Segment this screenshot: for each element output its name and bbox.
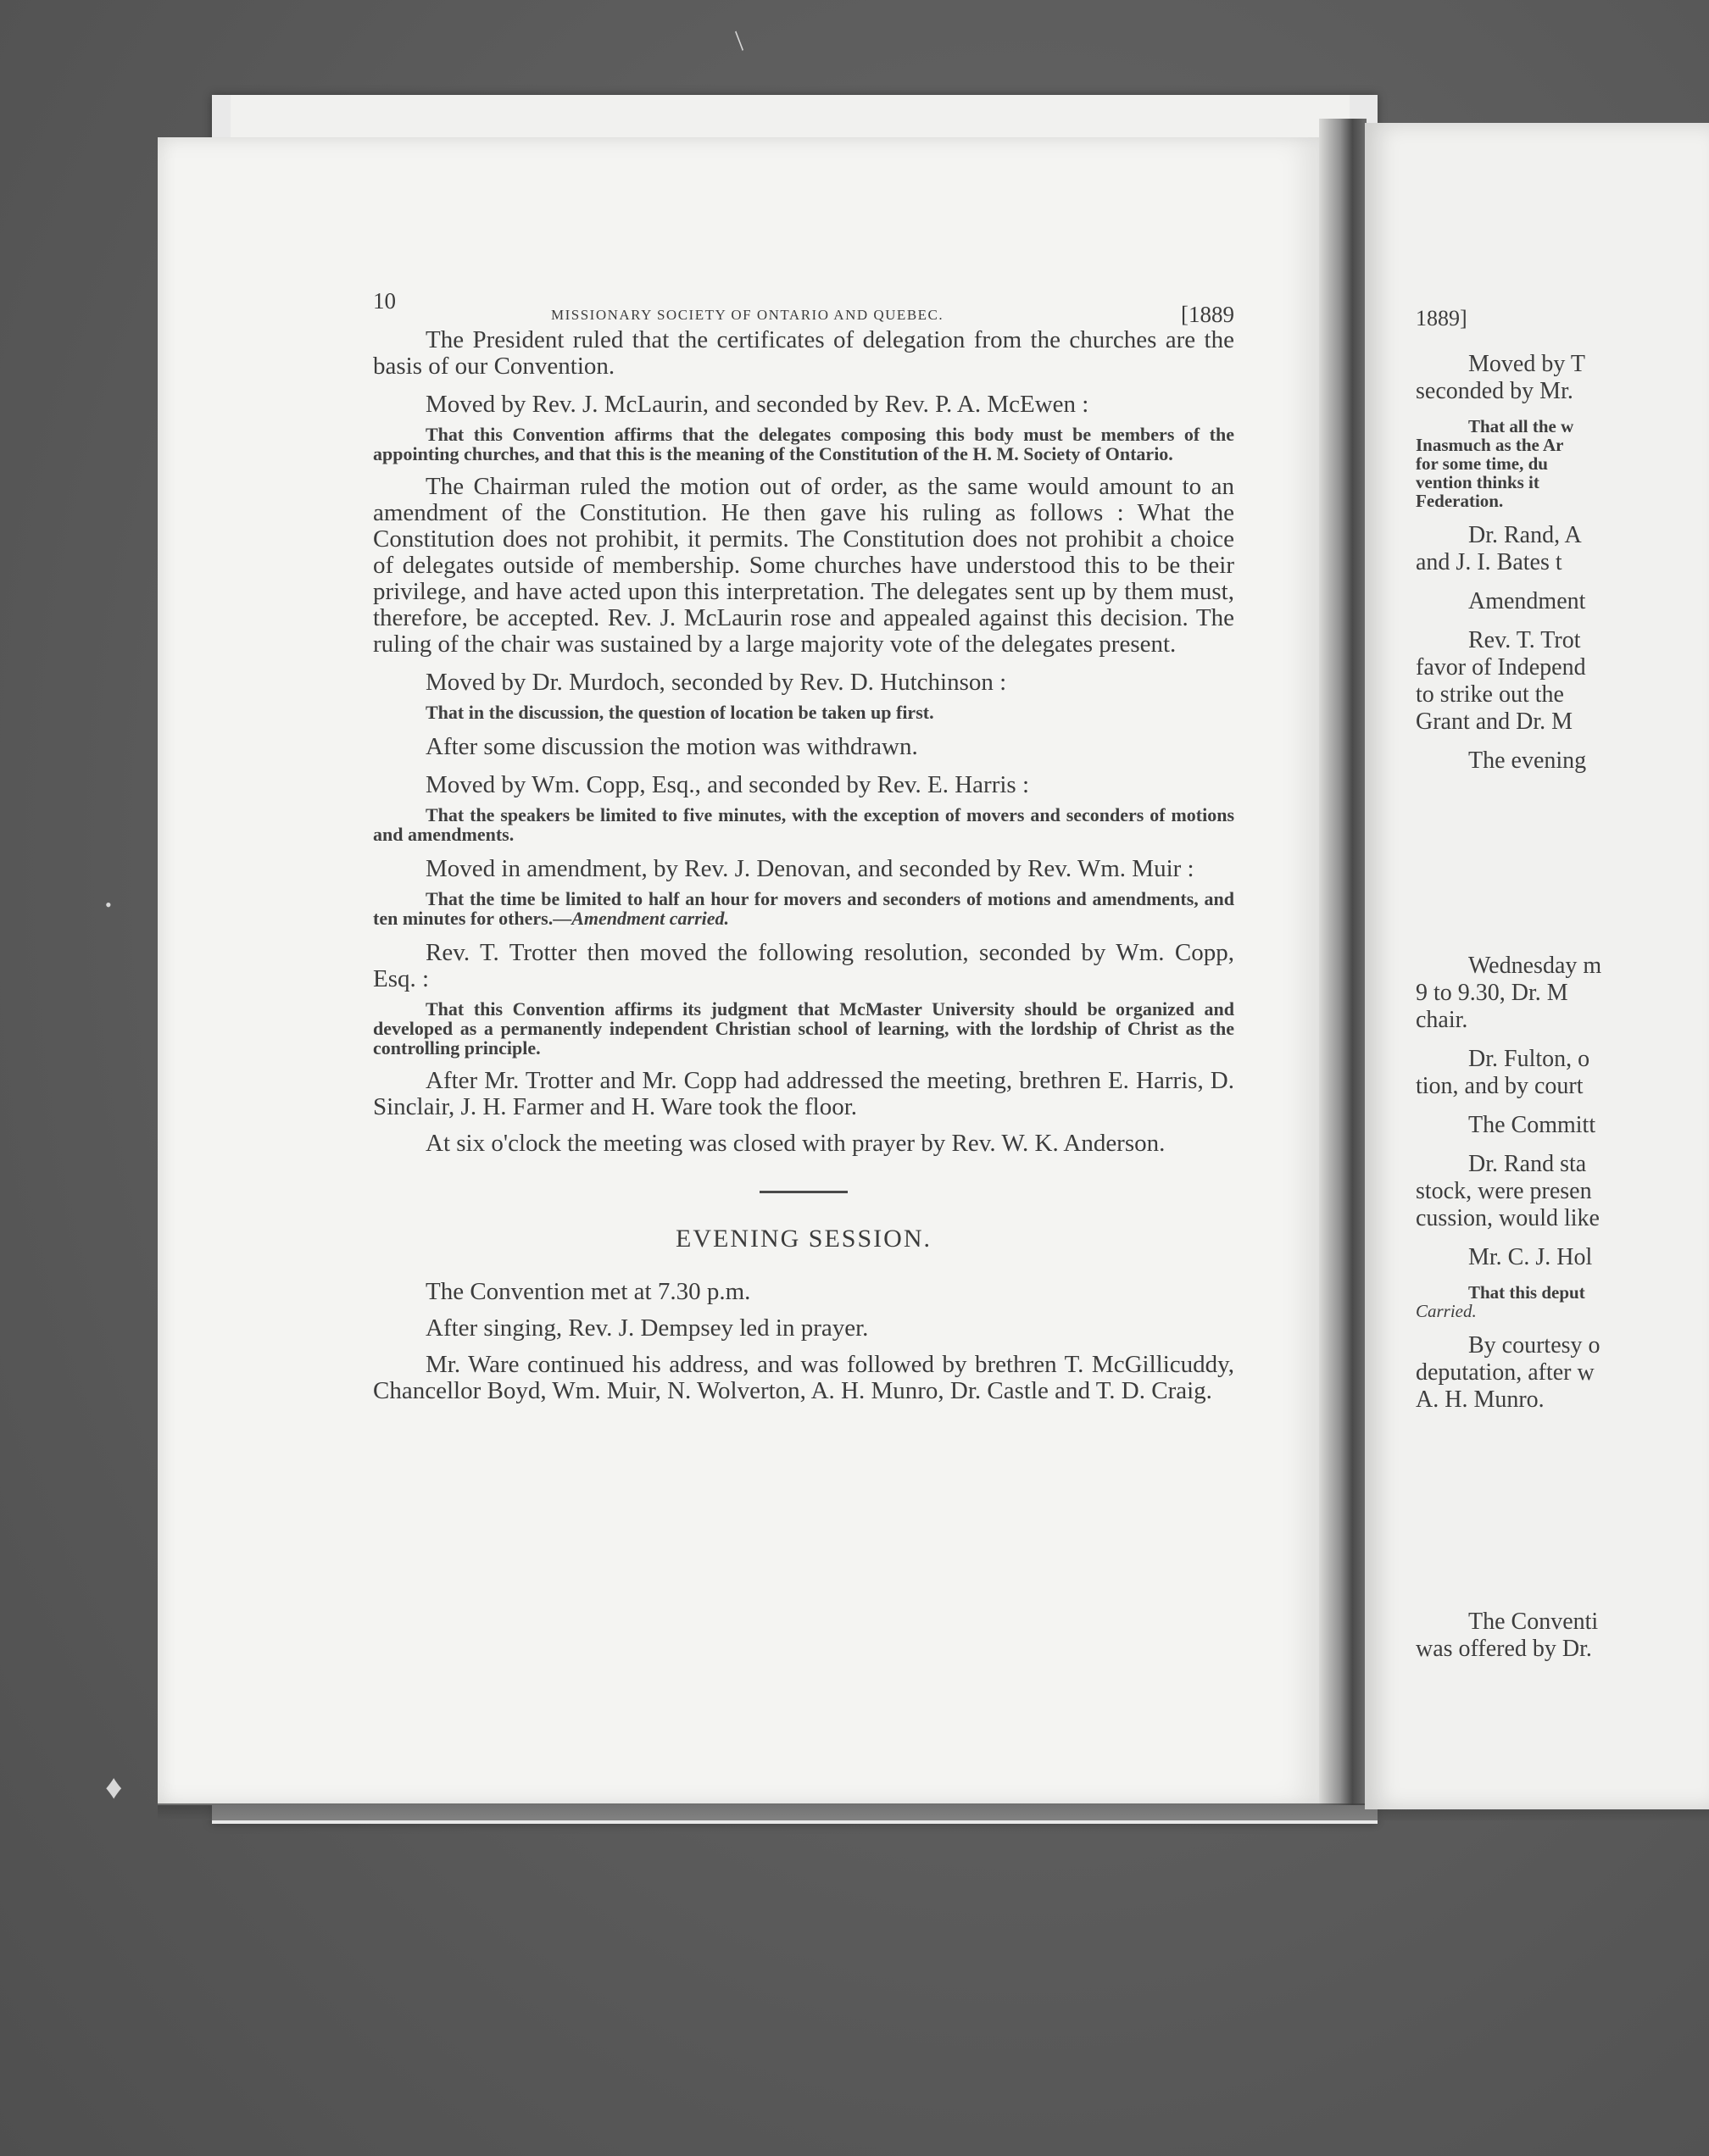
motion-line: Moved by Rev. J. McLaurin, and seconded by Rev. P. A. McEwen : — [426, 391, 1089, 418]
text-line: Rev. T. Trot — [1468, 627, 1581, 653]
resolution-text: That in the discussion, the question of location be taken up first. — [426, 702, 934, 723]
paragraph: After some discussion the motion was withdrawn. — [426, 733, 918, 760]
page-number: 10 — [373, 288, 396, 314]
paragraph: The President ruled that the certificates of delegation from the churches are the basis of our Convention. — [373, 326, 1234, 380]
text-line: tion, and by court — [1416, 1073, 1584, 1099]
dust-mark: ♦ — [105, 1768, 123, 1806]
amendment-note: Amendment carried. — [571, 908, 730, 929]
left-page-text — [373, 280, 1234, 1404]
motion-line: Moved by Dr. Murdoch, seconded by Rev. D. Hutchinson : — [426, 669, 1007, 696]
text-line: deputation, after w — [1416, 1359, 1595, 1386]
text-line: Dr. Rand sta — [1468, 1151, 1587, 1177]
text-line: That this deput — [1468, 1282, 1585, 1303]
text-line: Dr. Fulton, o — [1468, 1046, 1590, 1072]
book-spine — [1319, 119, 1367, 1805]
text-line: Mr. C. J. Hol — [1468, 1244, 1593, 1270]
text-line: The evening — [1468, 747, 1587, 774]
text-line: Federation. — [1416, 491, 1504, 511]
text-line: Dr. Rand, A — [1468, 522, 1582, 548]
text-line: stock, were presen — [1416, 1178, 1592, 1204]
text-line: cussion, would like — [1416, 1205, 1600, 1231]
motion-line: Moved in amendment, by Rev. J. Denovan, and seconded by Rev. Wm. Muir : — [426, 855, 1194, 882]
resolution-body: That the time be limited to half an hour for movers and seconders of motions and amendments, and ten minutes for others.— — [373, 888, 1234, 929]
motion-line: Moved by Wm. Copp, Esq., and seconded by Rev. E. Harris : — [426, 771, 1030, 798]
resolution-text: That this Convention affirms its judgment that McMaster University should be organized and developed as a permanently independent Christian school of learning, with the lordship of Christ as the controlling principle. — [373, 998, 1234, 1059]
section-title: EVENING SESSION. — [676, 1225, 932, 1253]
resolution-text: That the speakers be limited to five minutes, with the exception of movers and seconders of motions and amendments. — [373, 804, 1234, 845]
text-line: chair. — [1416, 1007, 1468, 1033]
header-year: 1889] — [1416, 306, 1467, 331]
text-line: The Committ — [1468, 1112, 1596, 1138]
text-line: Moved by T — [1468, 351, 1585, 377]
text-line: Amendment — [1468, 588, 1586, 614]
running-head: MISSIONARY SOCIETY OF ONTARIO AND QUEBEC. — [551, 307, 944, 323]
paragraph: The Convention met at 7.30 p.m. — [426, 1278, 751, 1305]
text-line: seconded by Mr. — [1416, 378, 1573, 404]
section-divider — [760, 1191, 848, 1193]
resolution-text — [373, 889, 1234, 928]
right-page — [1365, 123, 1709, 1809]
motion-line: Rev. T. Trotter then moved the following resolution, seconded by Wm. Copp, Esq. : — [373, 939, 1234, 992]
paragraph: The Chairman ruled the motion out of order, as the same would amount to an amendment of the Constitution. He then gave his ruling as follows : What the Constitution does not prohibit, it permits. The Constitution does not prohibit a choice of delegates outside of membership. Some churches have understood this to be their privilege, and have acted upon this interpretation. The delegates sent up by them must, therefore, be accepted. Rev. J. McLaurin rose and appealed against this decision. The ruling of the chair was sustained by a large majority vote of the delegates present. — [373, 473, 1234, 658]
text-line: A. H. Munro. — [1416, 1386, 1545, 1413]
text-line: to strike out the — [1416, 681, 1564, 708]
paragraph: After singing, Rev. J. Dempsey led in prayer. — [426, 1314, 869, 1342]
dust-mark: • — [105, 894, 112, 915]
text-line: Grant and Dr. M — [1416, 708, 1573, 735]
text-line: 9 to 9.30, Dr. M — [1416, 980, 1568, 1006]
page-header — [373, 280, 1234, 327]
text-line: Inasmuch as the Ar — [1416, 435, 1564, 455]
text-line: Wednesday m — [1468, 953, 1602, 979]
text-line: was offered by Dr. — [1416, 1636, 1592, 1662]
dust-mark: / — [726, 26, 753, 56]
text-line: vention thinks it — [1416, 472, 1539, 492]
header-year: [1889 — [1181, 302, 1234, 327]
right-page-text — [1416, 305, 1709, 1663]
text-line: By courtesy o — [1468, 1332, 1600, 1359]
text-line: favor of Independ — [1416, 654, 1586, 681]
text-line: and J. I. Bates t — [1416, 549, 1562, 575]
text-line: Carried. — [1416, 1301, 1477, 1321]
paragraph: After Mr. Trotter and Mr. Copp had addressed the meeting, brethren E. Harris, D. Sinclair, J. H. Farmer and H. Ware took the floor. — [373, 1067, 1234, 1120]
text-line: for some time, du — [1416, 453, 1548, 474]
text-line: That all the w — [1468, 416, 1574, 436]
resolution-text: That this Convention affirms that the delegates composing this body must be members of the appointing churches, and that this is the meaning of the Constitution of the H. M. Society of Ontario. — [373, 424, 1234, 464]
paragraph: At six o'clock the meeting was closed with prayer by Rev. W. K. Anderson. — [426, 1130, 1166, 1157]
text-line: The Conventi — [1468, 1609, 1599, 1635]
paragraph: Mr. Ware continued his address, and was followed by brethren T. McGillicuddy, Chancellor Boyd, Wm. Muir, N. Wolverton, A. H. Munro, Dr. Castle and T. D. Craig. — [373, 1351, 1234, 1404]
